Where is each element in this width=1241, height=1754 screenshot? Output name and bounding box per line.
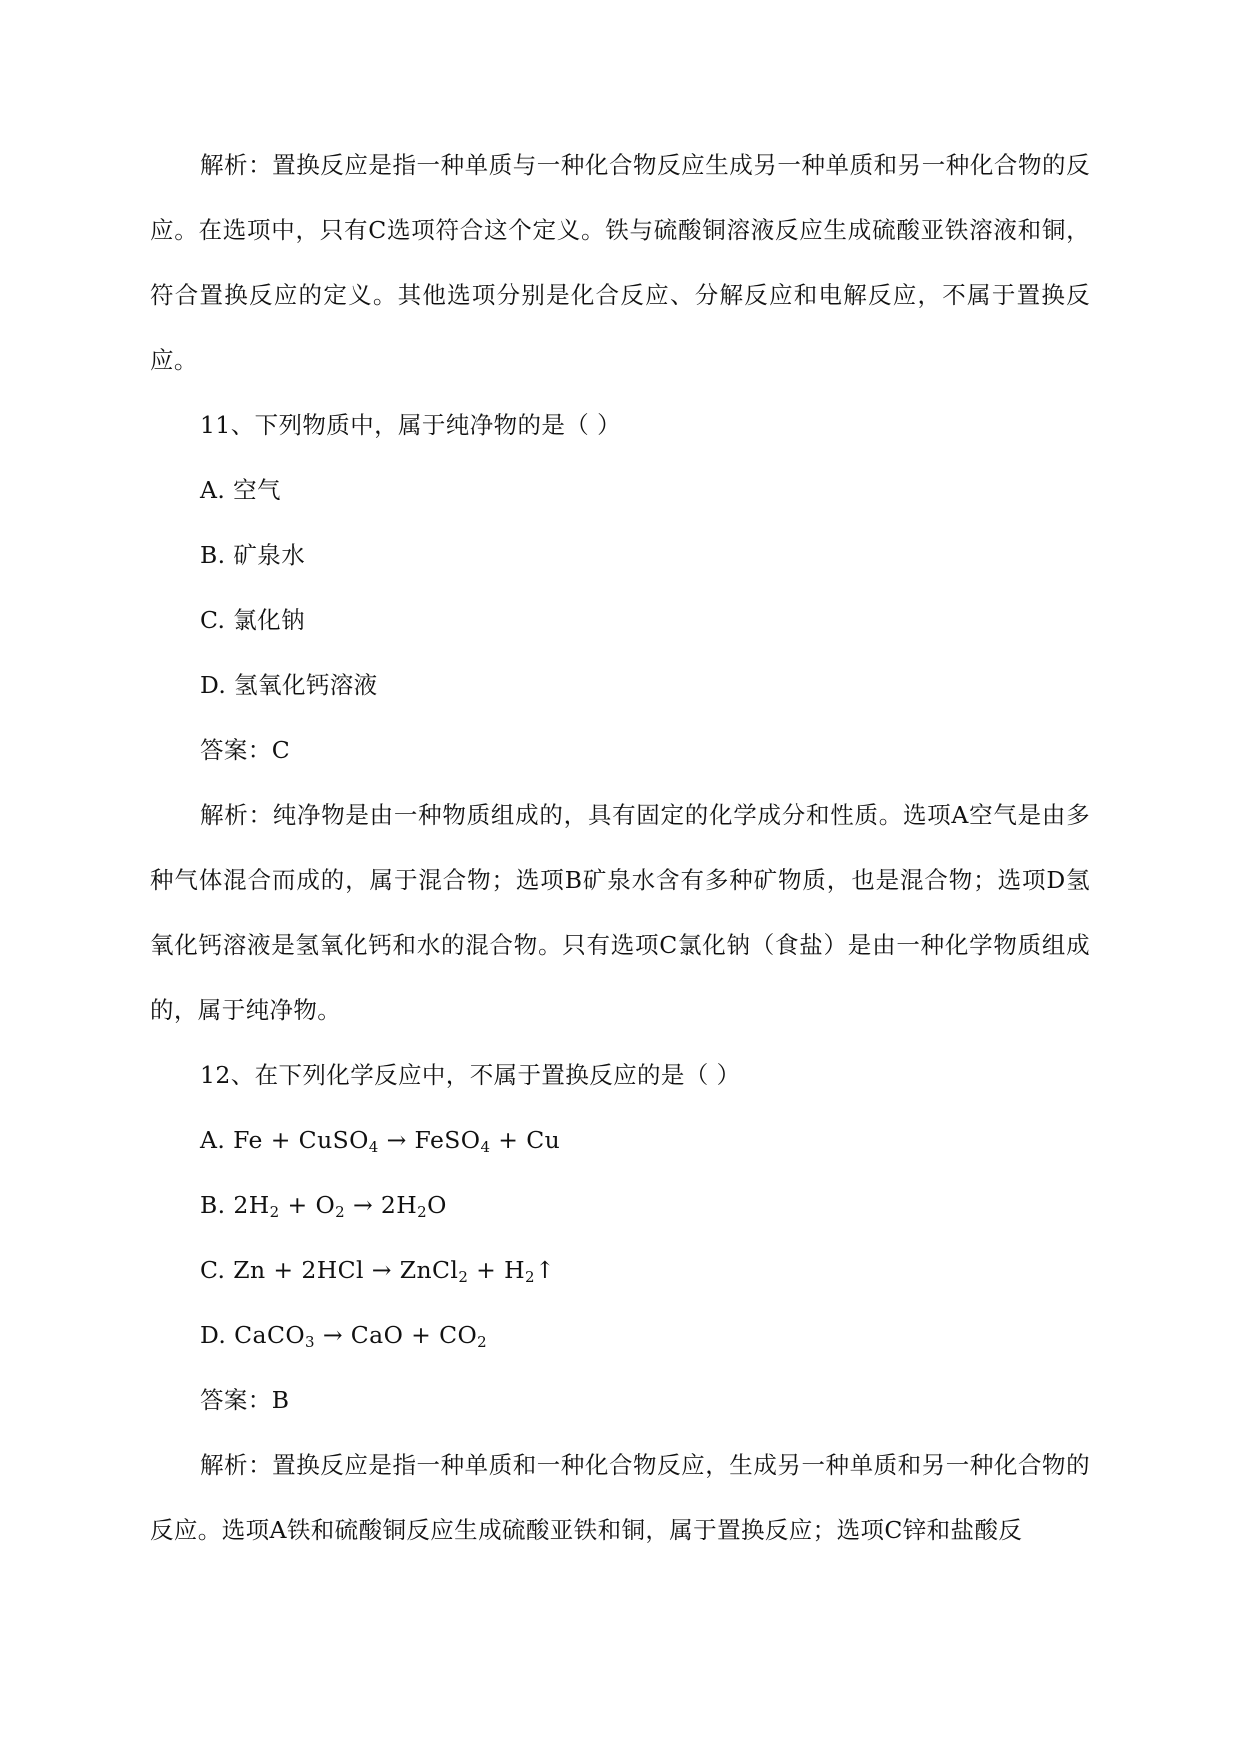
q12-option-c-label: C. [200, 1256, 226, 1284]
q12-option-a-label: A. [200, 1126, 226, 1154]
q12-option-d-eq [234, 1321, 487, 1349]
q12-option-c [150, 1238, 1090, 1303]
subscript: 4 [368, 1138, 379, 1156]
q12-option-a [150, 1108, 1090, 1173]
subscript: 2 [477, 1333, 488, 1351]
eq-text: 2H [233, 1191, 270, 1219]
q11-answer: 答案：C [200, 736, 291, 764]
eq-text: Zn + 2HCl → ZnCl [233, 1256, 459, 1284]
q11-option-d: D. 氢氧化钙溶液 [200, 671, 378, 699]
subscript: 3 [305, 1333, 315, 1351]
q11-analysis: 解析：纯净物是由一种物质组成的，具有固定的化学成分和性质。选项A空气是由多种气体混合而成的，属于混合物；选项B矿泉水含有多种矿物质，也是混合物；选项D氢氧化钙溶液是氢氧化钙和水的混合物。只有选项C氯化钠（食盐）是由一种化学物质组成的，属于纯净物。 [150, 801, 1090, 1024]
q12-question: 12、在下列化学反应中，不属于置换反应的是（ ） [200, 1061, 741, 1089]
eq-text: + Cu [490, 1126, 561, 1154]
eq-text: + O [279, 1191, 336, 1219]
subscript: 4 [480, 1138, 491, 1156]
document-page [150, 133, 1090, 1563]
q12-option-b-eq [233, 1191, 446, 1219]
eq-text: Fe + CuSO [233, 1126, 369, 1154]
subscript: 2 [417, 1203, 428, 1221]
eq-text: O [427, 1191, 447, 1219]
eq-text: + H [468, 1256, 526, 1284]
q12-option-b [150, 1173, 1090, 1238]
q12-option-d-label: D. [200, 1321, 227, 1349]
eq-text: → FeSO [378, 1126, 481, 1154]
subscript: 2 [269, 1203, 280, 1221]
eq-text: → 2H [345, 1191, 418, 1219]
q12-option-c-eq [233, 1256, 555, 1284]
subscript: 2 [335, 1203, 346, 1221]
subscript: 2 [458, 1268, 469, 1286]
subscript: 2 [525, 1268, 535, 1286]
q12-answer: 答案：B [200, 1386, 290, 1414]
eq-text: → CaO + CO [314, 1321, 478, 1349]
q12-option-d [150, 1303, 1090, 1368]
q12-analysis: 解析：置换反应是指一种单质和一种化合物反应，生成另一种单质和另一种化合物的反应。选项A铁和硫酸铜反应生成硫酸亚铁和铜，属于置换反应；选项C锌和盐酸反 [150, 1451, 1090, 1544]
eq-text: ↑ [534, 1256, 556, 1284]
q11-option-b: B. 矿泉水 [200, 541, 306, 569]
q11-question: 11、下列物质中，属于纯净物的是（ ） [200, 411, 621, 439]
q10-analysis: 解析：置换反应是指一种单质与一种化合物反应生成另一种单质和另一种化合物的反应。在选项中，只有C选项符合这个定义。铁与硫酸铜溶液反应生成硫酸亚铁溶液和铜，符合置换反应的定义。其他选项分别是化合反应、分解反应和电解反应，不属于置换反应。 [150, 151, 1090, 374]
q11-option-a: A. 空气 [200, 476, 281, 504]
eq-text: CaCO [234, 1321, 305, 1349]
q12-option-a-eq [233, 1126, 560, 1154]
q11-option-c: C. 氯化钠 [200, 606, 305, 634]
q12-option-b-label: B. [200, 1191, 226, 1219]
